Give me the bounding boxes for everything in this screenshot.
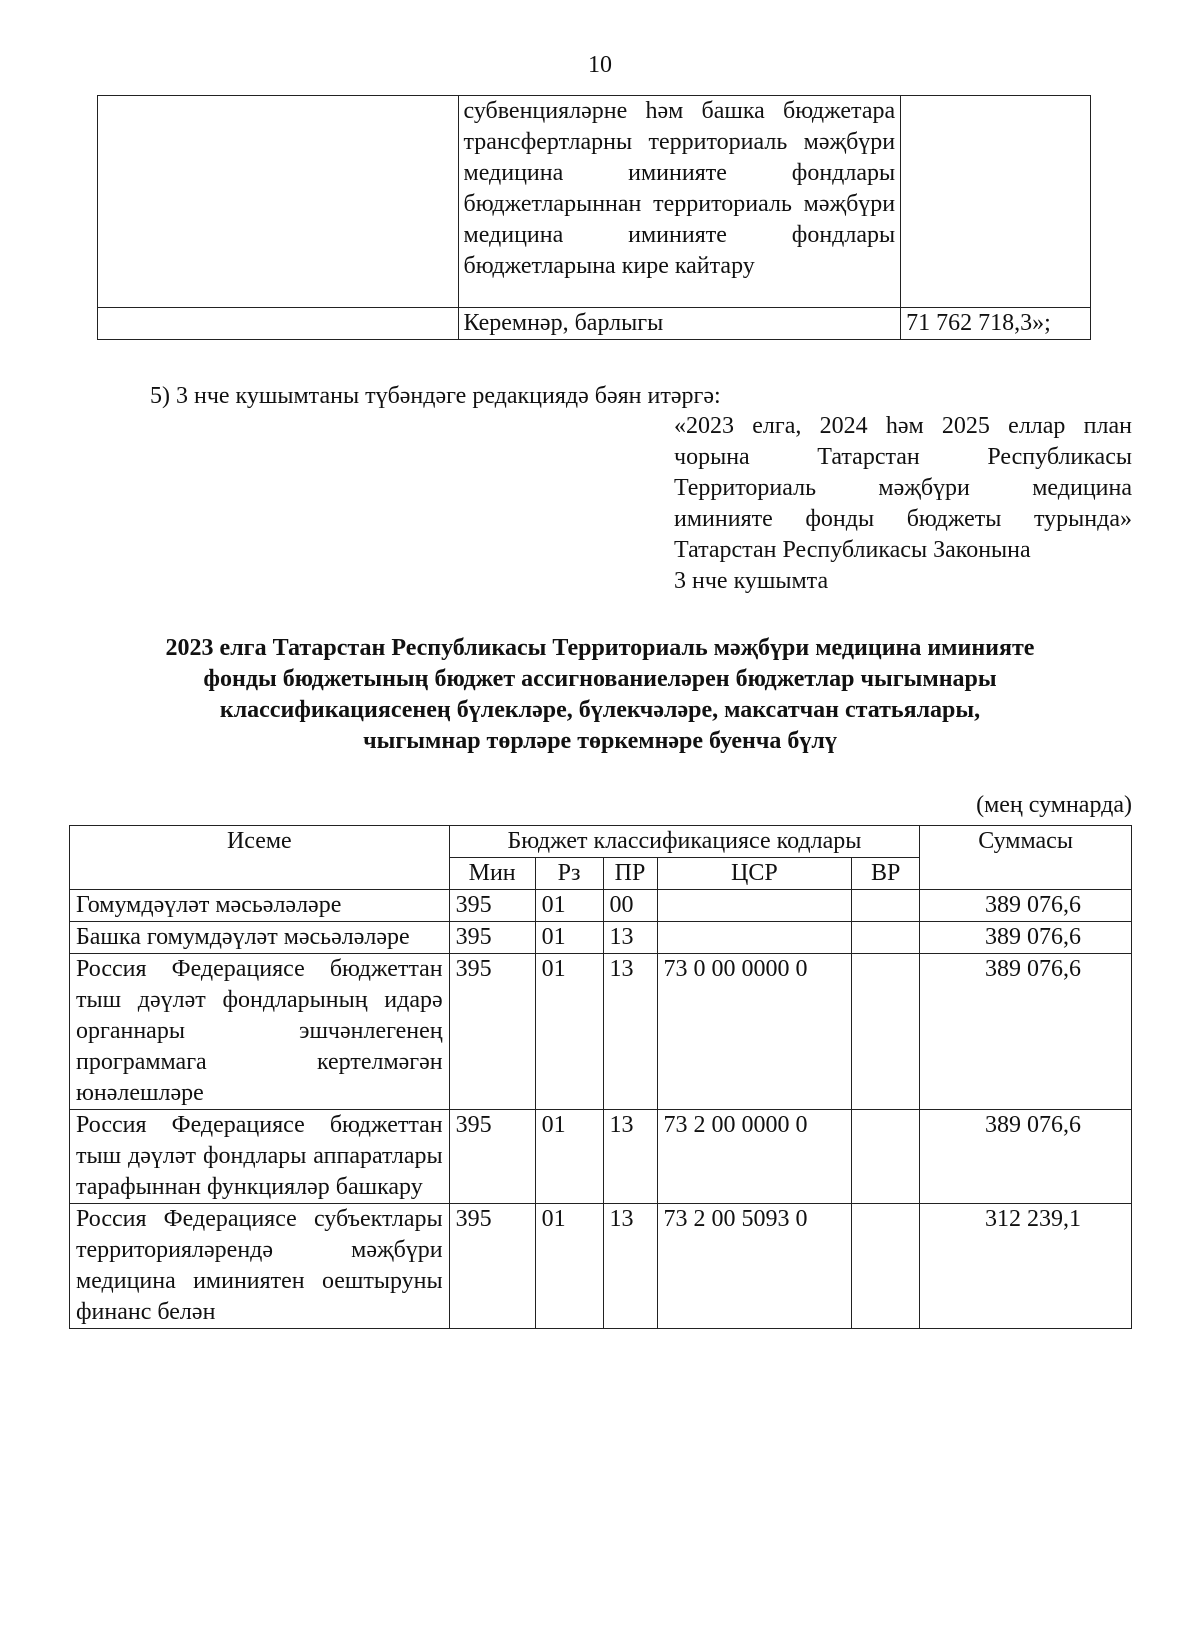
row-vr (852, 954, 920, 1110)
appendix-ref-line: «2023 елга, 2024 һәм 2025 еллар план (674, 413, 1132, 439)
header-min: Мин (449, 858, 535, 890)
row-pr: 13 (603, 1204, 657, 1329)
row-csr: 73 2 00 5093 0 (657, 1204, 852, 1329)
appendix-reference (674, 411, 1132, 597)
row-csr: 73 2 00 0000 0 (657, 1110, 852, 1204)
revenue-total-label: Керемнәр, барлыгы (458, 308, 901, 340)
row-sum: 389 076,6 (920, 954, 1132, 1110)
row-min: 395 (449, 1204, 535, 1329)
table-row (98, 96, 1091, 308)
table-row (70, 954, 1132, 1110)
page-number: 10 (588, 52, 612, 78)
revenue-table-fragment (97, 95, 1091, 340)
revenue-item-amount (901, 96, 1091, 308)
header-codes: Бюджет классификациясе кодлары (449, 826, 920, 858)
appendix-ref-line: Территориаль мәҗбүри медицина (674, 475, 1132, 501)
table-row (70, 922, 1132, 954)
row-pr: 13 (603, 1110, 657, 1204)
document-title (70, 633, 1130, 757)
row-pr: 13 (603, 922, 657, 954)
title-line: 2023 елга Татарстан Республикасы Территориаль мәҗбүри медицина иминияте (165, 635, 1035, 661)
row-csr (657, 922, 852, 954)
empty-cell (98, 96, 459, 308)
row-sum: 389 076,6 (920, 890, 1132, 922)
header-csr: ЦСР (657, 858, 852, 890)
title-line: фонды бюджетының бюджет ассигнованиеләрен бюджетлар чыгымнары (203, 666, 997, 692)
row-sum: 389 076,6 (920, 1110, 1132, 1204)
row-rz: 01 (535, 954, 603, 1110)
row-rz: 01 (535, 922, 603, 954)
row-rz: 01 (535, 890, 603, 922)
row-name: Башка гомумдәүләт мәсьәләләре (70, 922, 450, 954)
appendix-ref-line: иминияте фонды бюджеты турында» (674, 506, 1132, 532)
revenue-total-amount: 71 762 718,3»; (901, 308, 1091, 340)
header-rz: Рз (535, 858, 603, 890)
appendix-ref-line: чорына Татарстан Республикасы (674, 444, 1132, 470)
units-note: (мең сумнарда) (976, 792, 1132, 818)
table-row (70, 890, 1132, 922)
row-name: Россия Федерациясе бюджеттан тыш дәүләт фондлары аппаратлары тарафыннан функцияләр башкару (70, 1110, 450, 1204)
row-min: 395 (449, 890, 535, 922)
title-line: классификациясенең бүлекләре, бүлекчәләре, максатчан статьялары, (219, 697, 981, 723)
header-sum: Суммасы (920, 826, 1132, 890)
allocation-table (69, 825, 1132, 1329)
row-min: 395 (449, 1110, 535, 1204)
appendix-ref-line: Татарстан Республикасы Законына (674, 537, 1031, 563)
row-vr (852, 922, 920, 954)
row-rz: 01 (535, 1204, 603, 1329)
row-vr (852, 1110, 920, 1204)
row-sum: 312 239,1 (920, 1204, 1132, 1329)
empty-cell (98, 308, 459, 340)
row-rz: 01 (535, 1110, 603, 1204)
header-row (70, 826, 1132, 858)
header-name: Исеме (70, 826, 450, 890)
header-vr: ВР (852, 858, 920, 890)
table-row (70, 1204, 1132, 1329)
title-line: чыгымнар төрләре төркемнәре буенча бүлү (363, 728, 837, 754)
row-csr: 73 0 00 0000 0 (657, 954, 852, 1110)
row-name: Россия Федерациясе бюджеттан тыш дәүләт фондларының идарә органнары эшчәнлегенең программага кертелмәгән юнәлешләре (70, 954, 450, 1110)
row-vr (852, 890, 920, 922)
row-name: Гомумдәүләт мәсьәләләре (70, 890, 450, 922)
appendix-ref-line: 3 нче кушымта (674, 568, 829, 594)
row-sum: 389 076,6 (920, 922, 1132, 954)
amendment-text: 5) 3 нче кушымтаны түбәндәге редакциядә бәян итәргә: (150, 383, 721, 409)
row-min: 395 (449, 922, 535, 954)
row-vr (852, 1204, 920, 1329)
row-min: 395 (449, 954, 535, 1110)
row-pr: 00 (603, 890, 657, 922)
table-row (70, 1110, 1132, 1204)
header-pr: ПР (603, 858, 657, 890)
table-row (98, 308, 1091, 340)
row-pr: 13 (603, 954, 657, 1110)
row-name: Россия Федерациясе субъектлары территорияләрендә мәҗбүри медицина иминиятен оештыруны финанс белән (70, 1204, 450, 1329)
row-csr (657, 890, 852, 922)
revenue-item-text: субвенцияләрне һәм башка бюджетара трансфертларны территориаль мәҗбүри медицина иминияте фондлары бюджетларыннан территориаль мәҗбүри медицина иминияте фондлары бюджетларына кире кайтару (458, 96, 901, 308)
